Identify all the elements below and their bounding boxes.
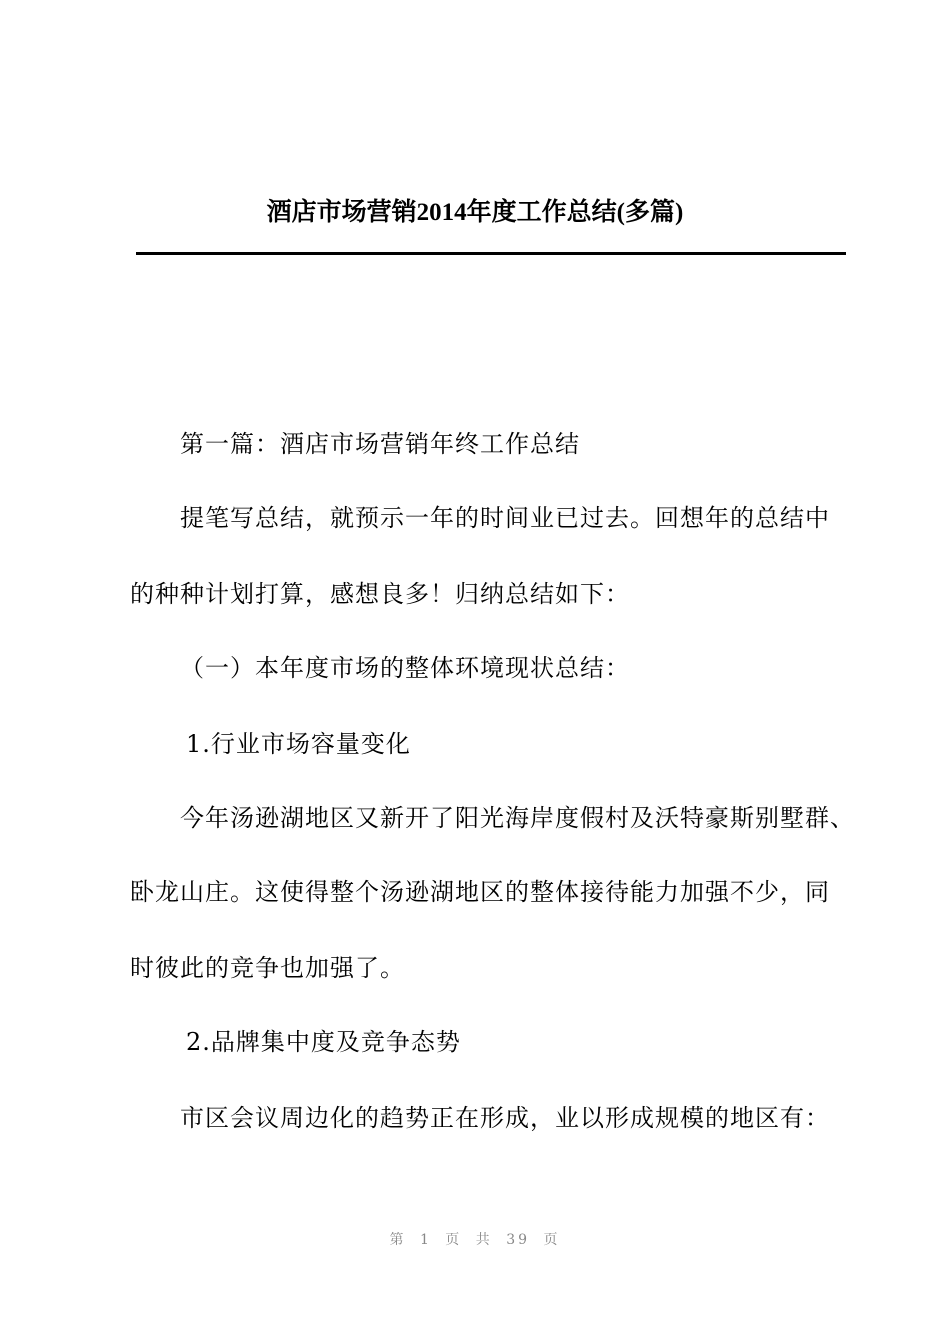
paragraph-line: 的种种计划打算，感想良多！归纳总结如下： bbox=[130, 580, 630, 608]
title-underline bbox=[136, 252, 846, 255]
paragraph-line: 今年汤逊湖地区又新开了阳光海岸度假村及沃特豪斯别墅群、 bbox=[180, 804, 855, 832]
paragraph-line: 2.品牌集中度及竞争态势 bbox=[186, 1028, 461, 1056]
page-number-footer: 第 1 页 共 39 页 bbox=[389, 1232, 561, 1248]
paragraph-line: 时彼此的竞争也加强了。 bbox=[130, 954, 405, 982]
paragraph-line: 1.行业市场容量变化 bbox=[186, 730, 411, 758]
document-title: 酒店市场营销2014年度工作总结(多篇) bbox=[266, 199, 684, 226]
paragraph-line: 市区会议周边化的趋势正在形成，业以形成规模的地区有： bbox=[180, 1104, 830, 1132]
paragraph-line: 第一篇：酒店市场营销年终工作总结 bbox=[180, 430, 580, 458]
paragraph-line: （一）本年度市场的整体环境现状总结： bbox=[180, 654, 630, 682]
paragraph-line: 卧龙山庄。这使得整个汤逊湖地区的整体接待能力加强不少，同 bbox=[130, 878, 830, 906]
paragraph-line: 提笔写总结，就预示一年的时间业已过去。回想年的总结中 bbox=[180, 504, 830, 532]
